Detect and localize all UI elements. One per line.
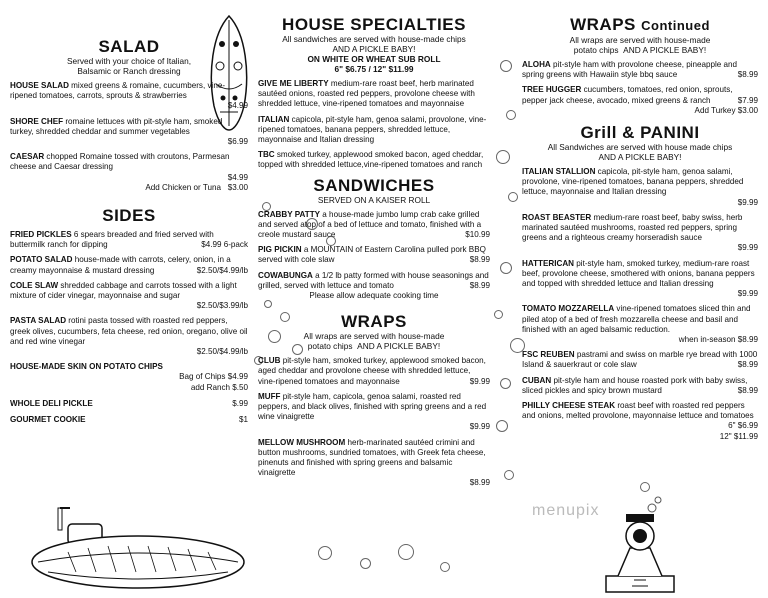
sandwiches-title: SANDWICHES xyxy=(313,175,435,195)
bubble-decoration xyxy=(500,262,512,274)
menu-item-pasta-salad: PASTA SALAD rotini pasta tossed with roasted red peppers, greek olives, cucumbers, feta cheese, red onion, oregano, olive oil and red wine vinegar $2.50/$4.99/lb xyxy=(10,316,248,357)
menu-item-cowabunga: COWABUNGA a 1/2 lb patty formed with house seasonings and grilled, served with lettuce and tomato $8.99 xyxy=(258,270,490,290)
menu-item-aloha: ALOHA pit-style ham with provolone cheese, pineapple and spring greens with Hawaiin style bbq sauce $8.99 xyxy=(522,60,758,80)
item-price: $2.50/$4.99/lb xyxy=(196,265,248,275)
item-price: $4.99 xyxy=(227,172,248,182)
middle-column xyxy=(258,0,490,489)
menu-item-italian: ITALIAN capicola, pit-style ham, genoa salami, provolone, vine-ripened tomatoes, banana peppers, shredded lettuce, mayonnaise and Italian dressing xyxy=(258,114,487,145)
bubble-decoration xyxy=(640,482,650,492)
item-price: when in-season $8.99 xyxy=(678,335,758,345)
bubble-decoration xyxy=(500,60,512,72)
menu-item-tbc: TBC smoked turkey, applewood smoked bacon, aged cheddar, topped with shredded lettuce,vine-ripened tomatoes and ranch xyxy=(258,150,484,170)
house-prices: 6" $6.75 / 12" $11.99 xyxy=(334,64,414,74)
cooking-note: Please allow adequate cooking time xyxy=(309,291,439,301)
item-price: 12" $11.99 xyxy=(719,431,758,441)
menu-item-cole-slaw: COLE SLAW shredded cabbage and carrots tossed with a light mixture of cider vinegar, mayonnaise and sugar $2.50/$3.99/lb xyxy=(10,280,248,311)
item-price: $4.99 6-pack xyxy=(201,240,248,250)
right-column xyxy=(522,0,758,442)
item-price: $9.99 xyxy=(737,289,758,299)
item-price: add Ranch $.50 xyxy=(190,382,248,392)
bubble-decoration xyxy=(494,310,503,319)
bubble-decoration xyxy=(500,378,511,389)
wraps-note: potato chips AND A PICKLE BABY! xyxy=(307,341,441,352)
item-price: 6" $6.99 xyxy=(728,421,758,431)
item-price: $8.99 xyxy=(469,280,490,290)
menu-item-crabby-patty: CRABBY PATTY a house-made jumbo lump crab cake grilled and served atop of a bed of lettuce and tomato, finished with a creole mustard sauce $10.99 xyxy=(258,209,490,240)
menu-item-italian-stallion: ITALIAN STALLION capicola, pit-style ham, genoa salami, provolone, vine-ripened tomatoes, banana peppers, shredded lettuce, mayonnaise and Italian dressing $9.99 xyxy=(522,167,758,207)
wraps-note: All wraps are served with house-made xyxy=(303,331,445,342)
bubble-decoration xyxy=(440,562,450,572)
item-price: $4.99 xyxy=(227,101,248,111)
item-price: $6.99 xyxy=(227,137,248,147)
salad-addon: Add Chicken or Tuna $3.00 xyxy=(145,182,248,192)
item-price: $2.50/$3.99/lb xyxy=(196,301,248,311)
item-price: $8.99 xyxy=(737,360,758,370)
menu-item-mellow-mushroom: MELLOW MUSHROOM herb-marinated sautéed crimini and button mushrooms, sundried tomatoes, with Greek feta cheese, pinenuts and finished with spring greens and balsamic vinaigrette $8.99 xyxy=(258,437,490,488)
menu-item-fsc-reuben: FSC REUBEN pastrami and swiss on marble rye bread with 1000 Island & sauerkraut or cole slaw $8.99 xyxy=(522,350,758,370)
house-roll: ON WHITE OR WHEAT SUB ROLL xyxy=(307,54,441,64)
bubble-decoration xyxy=(398,544,414,560)
diver-illustration xyxy=(604,496,676,594)
salad-title: SALAD xyxy=(98,37,160,56)
submarine-illustration xyxy=(28,502,248,594)
menu-item-pig-pickin: PIG PICKIN a MOUNTAIN of Eastern Carolina pulled pork BBQ served with cole slaw $8.99 xyxy=(258,245,490,265)
menu-item-shore-chef: SHORE CHEF romaine lettuces with pit-style ham, smoked turkey, shredded cheddar and summer vegetables $6.99 xyxy=(10,116,248,147)
item-price: $8.99 xyxy=(469,478,490,488)
house-note: AND A PICKLE BABY! xyxy=(332,44,416,54)
grill-note: All Sandwiches are served with house made chips xyxy=(547,142,733,153)
house-specialties-title: HOUSE SPECIALTIES xyxy=(282,15,466,34)
menu-item-give-me-liberty: GIVE ME LIBERTY medium-rare roast beef, herb marinated sautéed onions, roasted red peppers, provolone cheese with shredded lettuce, vine-ripened tomatoes and mayonnaise xyxy=(258,79,475,109)
item-price: $2.50/$4.99/lb xyxy=(196,347,248,357)
salad-note: Balsamic or Ranch dressing xyxy=(77,66,181,76)
wraps-note: All wraps are served with house-made xyxy=(569,35,711,45)
item-price: $9.99 xyxy=(469,422,490,432)
bubble-decoration xyxy=(318,546,332,560)
grill-panini-title: Grill & PANINI xyxy=(580,123,700,143)
item-price: $10.99 xyxy=(465,230,490,240)
menu-item-muff: MUFF pit-style ham, capicola, genoa salami, roasted red peppers, and black olives, finished with spring greens and a red wine vinaigrette $9.99 xyxy=(258,391,490,432)
item-price: $9.99 xyxy=(737,197,758,207)
item-price: $7.99 xyxy=(737,95,758,105)
item-price: $9.99 xyxy=(737,243,758,253)
house-note: All sandwiches are served with house-made chips xyxy=(282,34,466,44)
wraps-note: potato chips AND A PICKLE BABY! xyxy=(573,45,707,55)
menu-item-potato-chips: HOUSE-MADE SKIN ON POTATO CHIPS Bag of Chips $4.99 add Ranch $.50 xyxy=(10,362,248,392)
item-price: $9.99 xyxy=(469,376,490,386)
wraps-addon: Add Turkey $3.00 xyxy=(694,105,758,115)
menu-item-deli-pickle: WHOLE DELI PICKLE $.99 xyxy=(10,398,248,408)
grill-note: AND A PICKLE BABY! xyxy=(598,152,682,163)
item-price: $8.99 xyxy=(737,385,758,395)
menu-item-cuban: CUBAN pit-style ham and house roasted pork with baby swiss, sliced pickles and spicy brown mustard $8.99 xyxy=(522,375,758,395)
menu-item-club: CLUB pit-style ham, smoked turkey, applewood smoked bacon, aged cheddar and provolone cheese with shredded lettuce, vine-ripened tomatoes and mayonnaise $9.99 xyxy=(258,356,490,386)
bubble-decoration xyxy=(508,192,518,202)
item-price: $8.99 xyxy=(737,70,758,80)
bubble-decoration xyxy=(360,558,371,569)
menu-item-roast-beaster: ROAST BEASTER medium-rare roast beef, baby swiss, herb marinated sautéed mushrooms, roasted red peppers, spring greens and a righteous creamy horseradish sauce $9.99 xyxy=(522,212,758,253)
menu-item-philly-cheese-steak: PHILLY CHEESE STEAK roast beef with roasted red peppers and onions, melted provolone, mayonnaise lettuce and tomatoes 6" $6.99 12" $11.99 xyxy=(522,401,758,441)
menu-item-potato-salad: POTATO SALAD house-made with carrots, celery, onion, in a creamy mayonnaise & mustard dressing $2.50/$4.99/lb xyxy=(10,255,248,275)
item-price: $8.99 xyxy=(469,255,490,265)
bubble-decoration xyxy=(504,470,514,480)
watermark: menupix xyxy=(532,502,600,519)
menu-item-house-salad: HOUSE SALAD mixed greens & romaine, cucumbers, vine-ripened tomatoes, carrots, sprouts & strawberries $4.99 xyxy=(10,81,248,111)
menu-item-tree-hugger: TREE HUGGER cucumbers, tomatoes, red onion, sprouts, pepper jack cheese, avocado, mixed greens & ranch $7.99 xyxy=(522,85,758,105)
bubble-decoration xyxy=(496,150,510,164)
wraps-continued-title: WRAPS Continued xyxy=(570,15,710,34)
menu-item-cookie: GOURMET COOKIE $1 xyxy=(10,415,248,425)
item-price: Bag of Chips $4.99 xyxy=(179,372,248,382)
left-column xyxy=(10,0,248,425)
wraps-title: WRAPS xyxy=(341,312,407,332)
bubble-decoration xyxy=(506,110,516,120)
menu-item-tomato-mozzarella: TOMATO MOZZARELLA vine-ripened tomatoes sliced thin and piled atop of a bed of fresh mozzarella cheese and basil and finished with an aged balsamic reduction. when in-season $8.99 xyxy=(522,304,758,345)
salad-note: Served with your choice of Italian, xyxy=(66,56,192,66)
sandwiches-note: SERVED ON A KAISER ROLL xyxy=(317,194,431,205)
menu-item-caesar: CAESAR chopped Romaine tossed with croutons, Parmesan cheese and Caesar dressing $4.99 xyxy=(10,152,248,182)
bubble-decoration xyxy=(496,420,508,432)
menu-item-hatterican: HATTERICAN pit-style ham, smoked turkey, medium-rare roast beef, provolone cheese, smothered with onions, banana peppers and topped with shredded lettuce and Italian dressing $9.99 xyxy=(522,258,758,299)
sides-title: SIDES xyxy=(102,206,156,226)
menu-item-fried-pickles: FRIED PICKLES 6 spears breaded and fried served with buttermilk ranch for dipping $4.99 6-pack xyxy=(10,230,248,250)
